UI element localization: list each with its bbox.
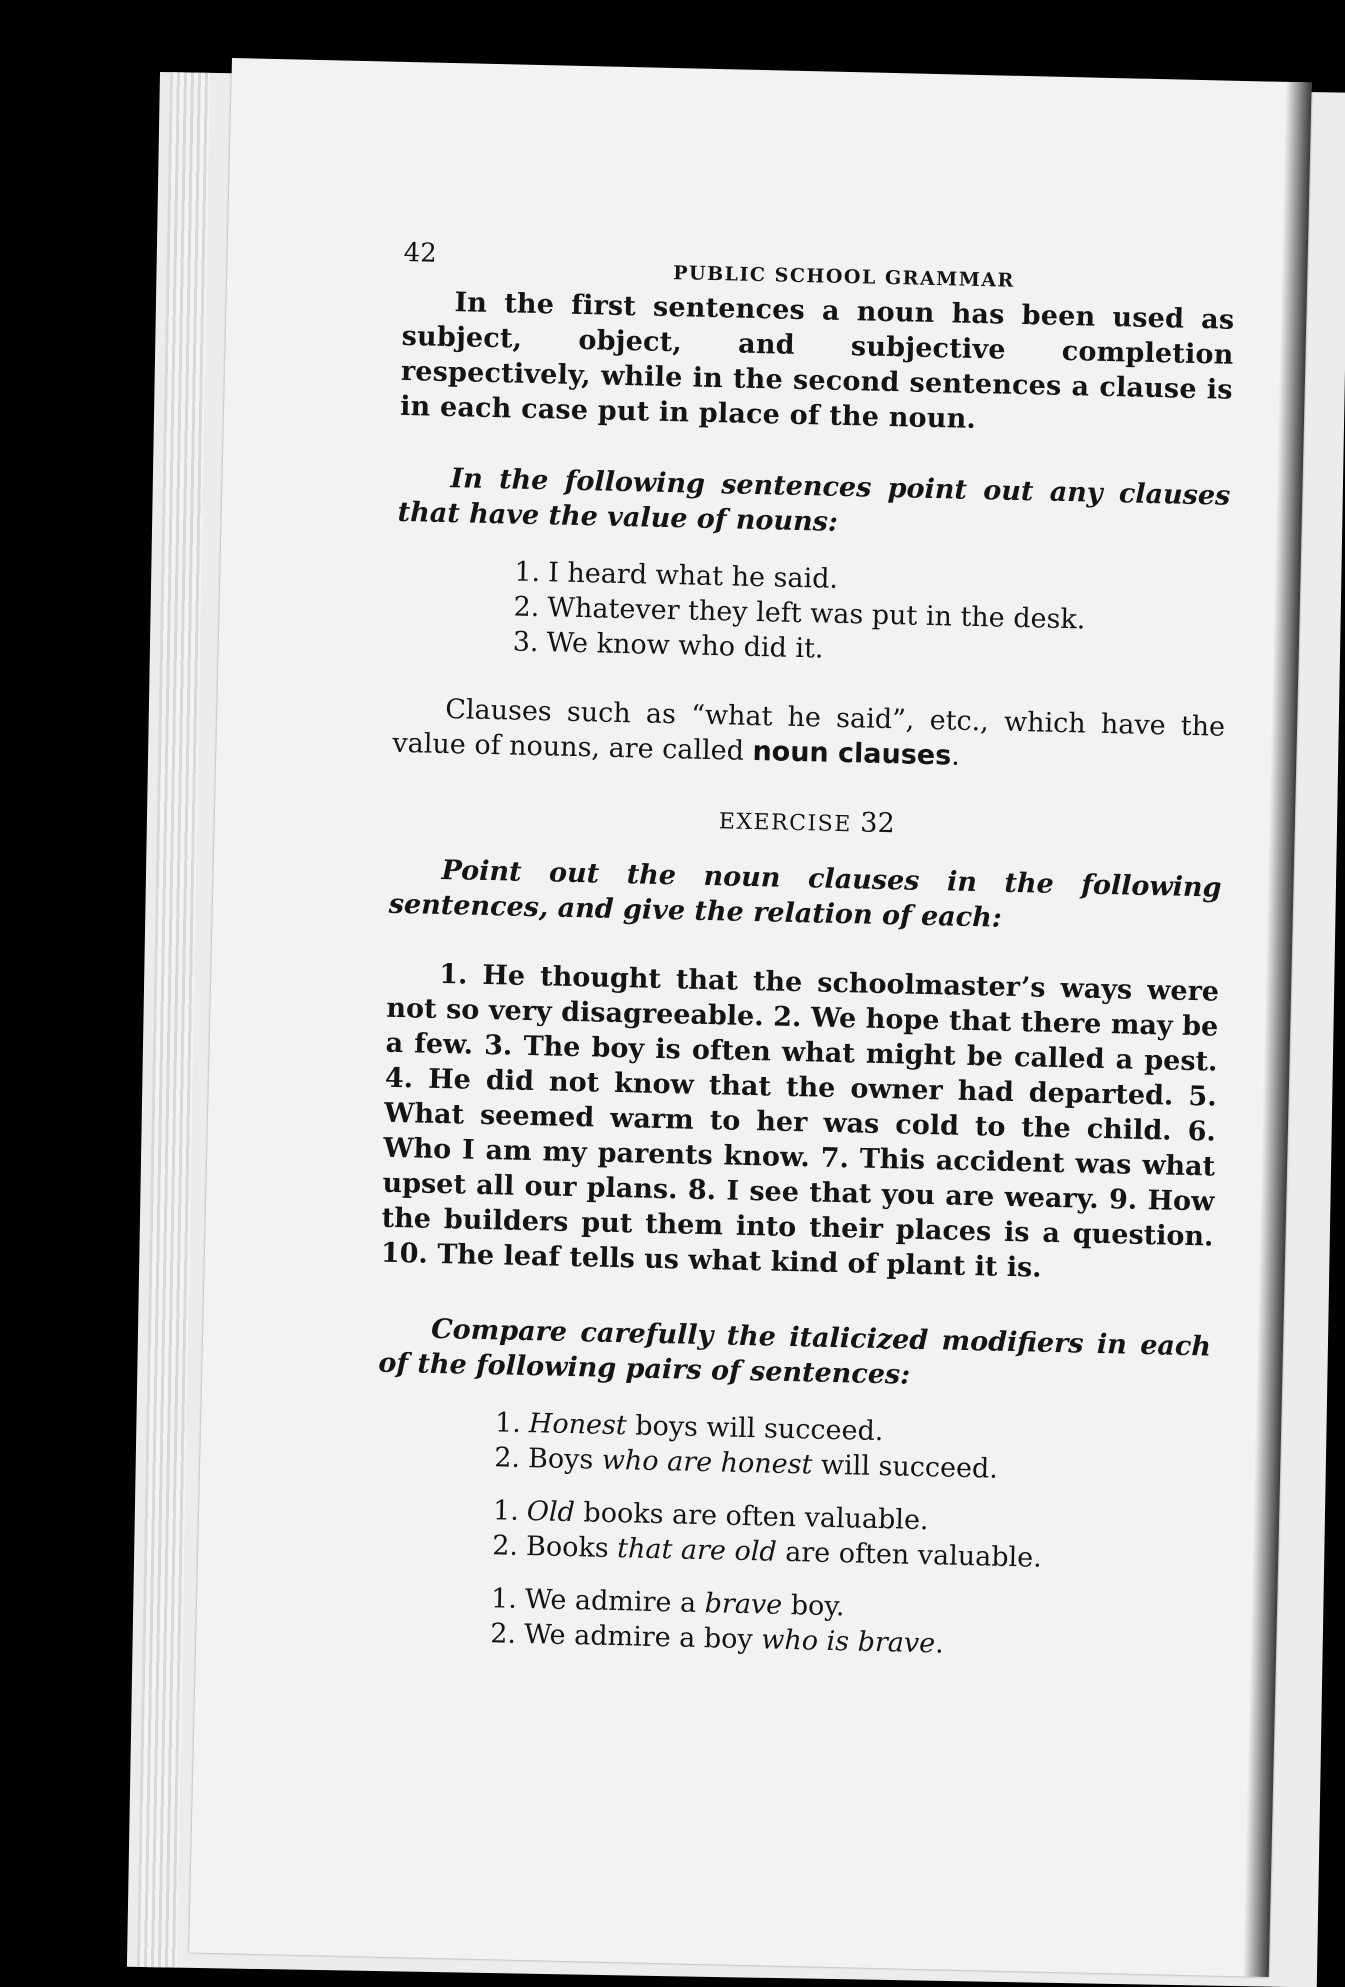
item-text: Books xyxy=(525,1531,618,1565)
item-text: We know who did it. xyxy=(546,627,824,665)
item-number: 2. xyxy=(513,591,540,624)
running-head: PUBLIC SCHOOL GRAMMAR xyxy=(672,262,1016,292)
exercise-heading xyxy=(390,795,1223,851)
item-text: . xyxy=(934,1628,945,1660)
sentence-pair xyxy=(374,1491,1207,1580)
item-number: 2. xyxy=(493,1442,521,1474)
definition-term: noun clauses xyxy=(752,735,952,772)
item-text: are often valuable. xyxy=(776,1536,1043,1574)
sentence-pair xyxy=(372,1579,1205,1668)
definition-text: Clauses such as “what he said”, etc., which have the value of nouns, are called xyxy=(392,694,1226,767)
exercise-number: 32 xyxy=(860,807,896,840)
italicized-modifier: Old xyxy=(526,1496,576,1529)
item-number: 1. xyxy=(490,1583,518,1615)
book-page xyxy=(189,58,1312,1977)
item-number: 3. xyxy=(512,626,539,659)
item-text: Whatever they left was put in the desk. xyxy=(547,592,1086,636)
sentence-pair xyxy=(376,1403,1209,1492)
italicized-modifier: who is brave xyxy=(760,1624,936,1660)
item-number: 2. xyxy=(489,1618,517,1650)
intro-paragraph: In the first sentences a noun has been used as subject, object, and subjective completion respectively, while in the second sentences a clause is in each case put in place of the noun. xyxy=(399,287,1235,435)
italicized-modifier: that are old xyxy=(616,1533,778,1568)
item-text: will succeed. xyxy=(812,1449,999,1485)
italicized-modifier: who are honest xyxy=(601,1444,813,1481)
item-number: 1. xyxy=(514,556,541,589)
item-text: Boys xyxy=(527,1443,603,1476)
item-text: boy. xyxy=(781,1589,845,1623)
item-text: boys will succeed. xyxy=(626,1410,884,1448)
item-text: We admire a xyxy=(524,1584,706,1620)
item-text: books are often valuable. xyxy=(574,1497,929,1537)
item-number: 1. xyxy=(492,1495,520,1527)
definition-end: . xyxy=(950,740,961,772)
example-sentence-list xyxy=(394,552,1228,676)
noun-clause-definition xyxy=(392,691,1225,780)
item-number: 2. xyxy=(491,1530,519,1562)
exercise-label: EXERCISE xyxy=(718,809,853,838)
italicized-modifier: brave xyxy=(704,1588,783,1621)
item-text: We admire a boy xyxy=(523,1619,762,1656)
italicized-modifier: Honest xyxy=(528,1408,628,1442)
page-number: 42 xyxy=(403,237,438,269)
page-content xyxy=(372,236,1236,1668)
exercise-sentences: 1. He thought that the schoolmaster’s ways were not so very disagreeable. 2. We hope that there may be a few. 3. The boy is often what might be called a pest. 4. He did not know that the owner had departed. 5. What seemed warm to her was cold to the child. 6. Who I am my parents know. 7. This accident was what upset all our plans. 8. I see that you are weary. 9. How the builders put them into their places is a question. 10. The leaf tells us what kind of plant it is. xyxy=(380,958,1220,1284)
item-number: 1. xyxy=(494,1407,522,1439)
exercise-instruction: Point out the noun clauses in the following sentences, and give the relation of each: xyxy=(388,854,1222,934)
item-text: I heard what he said. xyxy=(547,557,839,595)
noun-clause-instruction: In the following sentences point out any clauses that have the value of nouns: xyxy=(397,463,1231,538)
comparison-instruction: Compare carefully the italicized modifiers in each of the following pairs of sentences: xyxy=(378,1313,1212,1391)
